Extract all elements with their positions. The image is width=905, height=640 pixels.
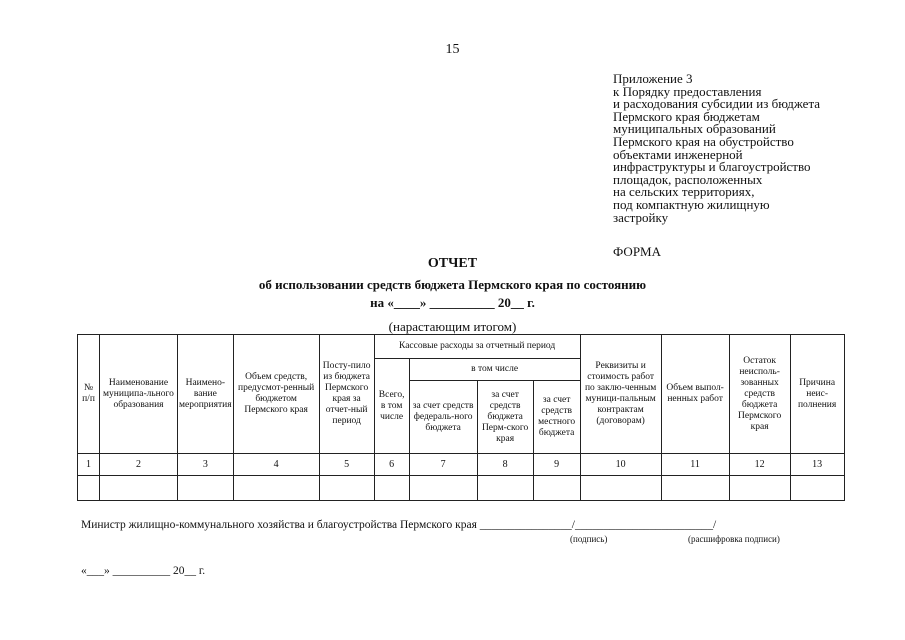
header-received: Посту-пило из бюджета Пермского края за отчет-ный период xyxy=(319,335,374,454)
header-planned-volume: Объем средств, предусмот-ренный бюджетом Пермского края xyxy=(233,335,319,454)
header-requisites: Реквизиты и стоимость работ по заклю-ченным муници-пальным контрактам (договорам) xyxy=(580,335,661,454)
bottom-date-line: «___» __________ 20__ г. xyxy=(81,565,206,577)
header-event: Наимено-вание мероприятия xyxy=(178,335,234,454)
table-cell xyxy=(233,476,319,501)
header-total: Всего, в том числе xyxy=(374,359,409,454)
column-number: 10 xyxy=(580,454,661,476)
appendix-line: к Порядку предоставления xyxy=(613,83,762,99)
appendix-line: застройку xyxy=(613,209,669,225)
signature-decode-caption: (расшифровка подписи) xyxy=(688,534,780,544)
appendix-line: Пермского края бюджетам xyxy=(613,108,760,124)
table-cell xyxy=(409,476,477,501)
header-regional: за счет средств бюджета Перм-ского края xyxy=(477,381,533,454)
appendix-line: Приложение 3 xyxy=(613,71,693,86)
appendix-line: Пермского края на обустройство xyxy=(613,133,794,149)
column-number: 13 xyxy=(790,454,844,476)
table-cell xyxy=(580,476,661,501)
header-municipality: Наименование муниципа-льного образования xyxy=(100,335,178,454)
column-number: 11 xyxy=(661,454,729,476)
report-title: ОТЧЕТ xyxy=(427,256,478,271)
header-unused-balance: Остаток неисполь-зованных средств бюджета Пермского края xyxy=(729,335,790,454)
appendix-line: инфраструктуры и благоустройство xyxy=(613,159,811,175)
form-label: ФОРМА xyxy=(613,244,661,259)
column-number: 4 xyxy=(233,454,319,476)
column-number: 1 xyxy=(78,454,100,476)
table-cell xyxy=(661,476,729,501)
header-including: в том числе xyxy=(409,359,580,381)
header-cash-expenses: Кассовые расходы за отчетный период xyxy=(374,335,580,359)
appendix-line: и расходования субсидии из бюджета xyxy=(613,96,821,112)
report-subtitle: об использовании средств бюджета Пермского края по состоянию xyxy=(258,277,647,292)
appendix-line: на сельских территориях, xyxy=(613,184,755,200)
appendix-line: под компактную жилищную xyxy=(613,196,770,212)
header-num: № п/п xyxy=(78,335,100,454)
column-number: 5 xyxy=(319,454,374,476)
header-local: за счет средств местного бюджета xyxy=(533,381,580,454)
table-cell xyxy=(319,476,374,501)
appendix-block xyxy=(613,73,893,224)
table-cell xyxy=(178,476,234,501)
appendix-line: муниципальных образований xyxy=(613,121,776,137)
header-federal: за счет средств федераль-ного бюджета xyxy=(409,381,477,454)
column-number: 2 xyxy=(100,454,178,476)
report-table xyxy=(77,334,845,501)
column-number: 6 xyxy=(374,454,409,476)
table-cell xyxy=(477,476,533,501)
table-row xyxy=(78,476,845,501)
appendix-line: площадок, расположенных xyxy=(613,171,763,187)
header-works-volume: Объем выпол-ненных работ xyxy=(661,335,729,454)
column-number: 8 xyxy=(477,454,533,476)
signature-line: Министр жилищно-коммунального хозяйства и благоустройства Пермского края ________________/________________________/ xyxy=(81,519,717,531)
report-date-line: на «____» __________ 20__ г. xyxy=(370,295,535,310)
column-number: 7 xyxy=(409,454,477,476)
column-number-row xyxy=(78,454,845,476)
column-number: 3 xyxy=(178,454,234,476)
header-reason: Причина неис-полнения xyxy=(790,335,844,454)
column-number: 12 xyxy=(729,454,790,476)
cumulative-note: (нарастающим итогом) xyxy=(388,319,517,334)
table-cell xyxy=(533,476,580,501)
table-cell xyxy=(78,476,100,501)
page-number: 15 xyxy=(445,42,460,57)
appendix-line: объектами инженерной xyxy=(613,146,743,162)
column-number: 9 xyxy=(533,454,580,476)
table-cell xyxy=(374,476,409,501)
table-cell xyxy=(729,476,790,501)
table-cell xyxy=(790,476,844,501)
signature-caption: (подпись) xyxy=(570,534,608,544)
table-cell xyxy=(100,476,178,501)
